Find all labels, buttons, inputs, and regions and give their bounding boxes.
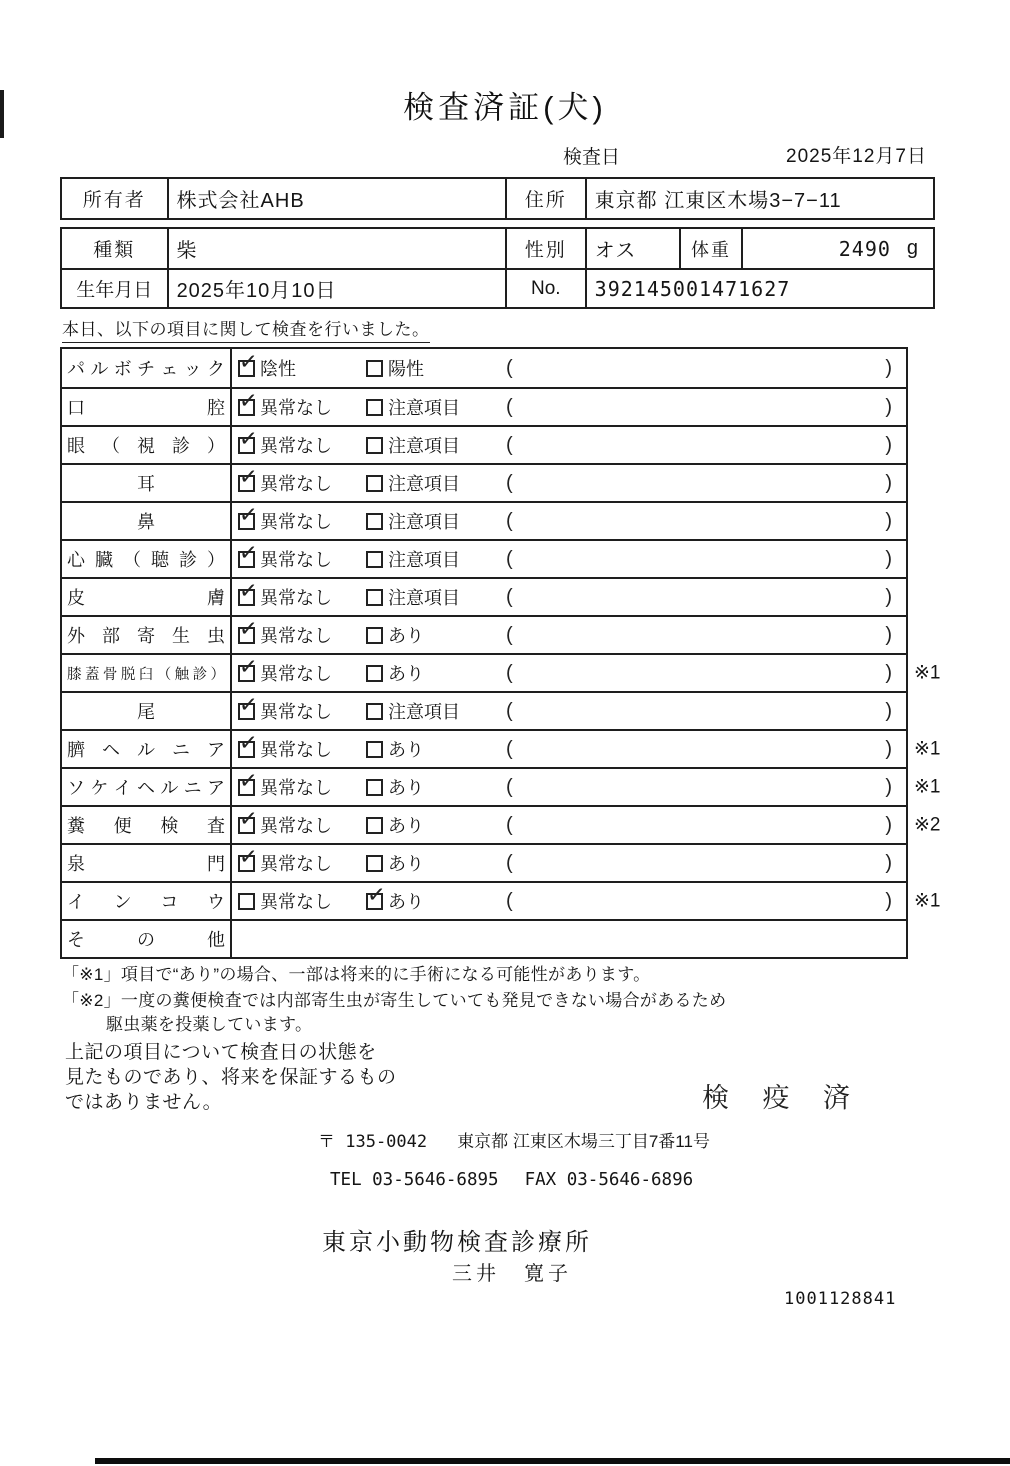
remarks-parentheses: [506, 625, 906, 645]
clinic-contact-line: [330, 1170, 693, 1190]
inspection-row: [62, 691, 906, 729]
inspection-item-label: 眼 （ 視 診 ）: [62, 427, 232, 463]
checked-checkbox-icon: [238, 399, 255, 416]
sex-value: オス: [585, 229, 680, 268]
checkbox-option: [238, 622, 366, 648]
paren-open: (: [506, 814, 513, 836]
checkbox-option-label: 注意項目: [388, 702, 460, 722]
inspection-row-body: [232, 427, 906, 463]
inspection-item-label: 泉 門: [62, 845, 232, 881]
scan-artifact-left: [0, 90, 4, 138]
checkbox-option: [238, 584, 366, 610]
checkbox-option: [238, 394, 366, 420]
inspection-row: [62, 463, 906, 501]
weight-label: 体重: [679, 229, 741, 268]
remarks-parentheses: [506, 739, 906, 759]
paren-close: ): [885, 586, 892, 608]
checkbox-option: [238, 812, 366, 838]
paren-close: ): [885, 738, 892, 760]
paren-open: (: [506, 472, 513, 494]
unchecked-checkbox-icon: [366, 513, 383, 530]
checkbox-option-label: 注意項目: [388, 474, 460, 494]
checkbox-option-label: 異常なし: [260, 398, 332, 418]
address-value: 東京都 江東区木場3−7−11: [585, 179, 933, 218]
checkbox-option: [238, 546, 366, 572]
checkbox-option: [366, 888, 506, 914]
checkbox-options: [238, 888, 506, 914]
checkbox-option-label: 異常なし: [260, 740, 332, 760]
checkbox-option-label: あり: [388, 854, 424, 874]
checked-checkbox-icon: [366, 893, 383, 910]
checkbox-option: [238, 470, 366, 496]
checkbox-option: [366, 394, 506, 420]
weight-unit: g: [906, 237, 920, 259]
paren-open: (: [506, 624, 513, 646]
checkbox-option: [238, 698, 366, 724]
inspection-row: [62, 615, 906, 653]
checkbox-option: [366, 508, 506, 534]
unchecked-checkbox-icon: [366, 589, 383, 606]
inspection-item-label: 臍 ヘ ル ニ ア: [62, 731, 232, 767]
quarantine-stamp: 検 疫 済: [702, 1083, 864, 1113]
owner-row: [62, 179, 933, 218]
checkbox-option-label: 陽性: [388, 359, 424, 379]
inspection-row-body: [232, 883, 906, 919]
checkbox-option-label: 注意項目: [388, 588, 460, 608]
inspection-row: [62, 919, 906, 957]
checked-checkbox-icon: [238, 475, 255, 492]
inspection-row: [62, 349, 906, 387]
paren-close: ): [885, 510, 892, 532]
checkbox-option-label: 異常なし: [260, 550, 332, 570]
inspection-item-label: そ の 他: [62, 921, 232, 957]
checkbox-option: [238, 508, 366, 534]
inspection-row-body: [232, 731, 906, 767]
checkbox-option-label: 異常なし: [260, 778, 332, 798]
unchecked-checkbox-icon: [366, 665, 383, 682]
checkbox-option: [238, 850, 366, 876]
footnote-marker: ※1: [914, 776, 941, 798]
checkbox-option-label: 異常なし: [260, 664, 332, 684]
checkbox-options: [238, 774, 506, 800]
checkbox-option: [366, 812, 506, 838]
inspection-row-body: [232, 655, 906, 691]
checkbox-option-label: 陰性: [260, 359, 296, 379]
checkbox-option: [366, 850, 506, 876]
inspection-row: [62, 387, 906, 425]
disclaimer-line-2: 見たものであり、将来を保証するもの: [65, 1067, 397, 1088]
checkbox-option-label: あり: [388, 626, 424, 646]
checkbox-options: [238, 508, 506, 534]
unchecked-checkbox-icon: [366, 779, 383, 796]
page-title: 検査済証(犬): [403, 90, 607, 125]
no-value: 392145001471627: [585, 270, 933, 307]
paren-close: ): [885, 700, 892, 722]
checkbox-option-label: 異常なし: [260, 626, 332, 646]
inspection-item-label: 糞 便 検 査: [62, 807, 232, 843]
checkbox-options: [238, 470, 506, 496]
checkbox-options: [238, 660, 506, 686]
inspection-row: [62, 767, 941, 805]
paren-open: (: [506, 700, 513, 722]
paren-open: (: [506, 434, 513, 456]
sex-label: 性別: [505, 229, 585, 268]
checked-checkbox-icon: [238, 665, 255, 682]
unchecked-checkbox-icon: [366, 627, 383, 644]
checked-checkbox-icon: [238, 437, 255, 454]
footnote-marker: ※1: [914, 890, 941, 912]
paren-close: ): [885, 852, 892, 874]
clinic-tel: TEL 03-5646-6895: [330, 1170, 499, 1190]
inspection-row-body: [232, 693, 906, 729]
checkbox-option: [238, 432, 366, 458]
inspection-item-label: 外 部 寄 生 虫: [62, 617, 232, 653]
inspection-row: [62, 577, 906, 615]
remarks-parentheses: [506, 397, 906, 417]
remarks-parentheses: [506, 587, 906, 607]
paren-open: (: [506, 510, 513, 532]
checkbox-options: [238, 698, 506, 724]
checkbox-option-label: あり: [388, 740, 424, 760]
checked-checkbox-icon: [238, 589, 255, 606]
inspection-row-body: [232, 541, 906, 577]
checkbox-option: [366, 470, 506, 496]
inspection-row-body: [232, 579, 906, 615]
checkbox-options: [238, 812, 506, 838]
unchecked-checkbox-icon: [366, 399, 383, 416]
checkbox-option: [366, 546, 506, 572]
weight-value: 2490: [838, 236, 891, 261]
checkbox-options: [238, 584, 506, 610]
owner-value: 株式会社AHB: [167, 179, 505, 218]
checked-checkbox-icon: [238, 741, 255, 758]
birth-label: 生年月日: [76, 280, 153, 301]
checkbox-option: [238, 774, 366, 800]
remarks-parentheses: [506, 473, 906, 493]
address-label: 住所: [505, 179, 585, 218]
checkbox-options: [238, 546, 506, 572]
pet-type-row: [62, 229, 933, 268]
remarks-parentheses: [506, 891, 906, 911]
footnote-marker: ※2: [914, 814, 941, 836]
birth-value: 2025年10月10日: [167, 270, 505, 307]
paren-close: ): [885, 396, 892, 418]
checkbox-option: [238, 355, 366, 381]
inspection-item-label: パ ル ボ チ ェ ッ ク: [62, 349, 232, 387]
inspection-row-body: [232, 921, 906, 957]
owner-table: [60, 177, 935, 220]
paren-close: ): [885, 357, 892, 379]
no-label: No.: [505, 270, 585, 307]
checkbox-options: [238, 850, 506, 876]
checkbox-option: [366, 622, 506, 648]
checkbox-options: [238, 355, 506, 381]
inspection-row-body: [232, 769, 906, 805]
checkbox-option: [366, 355, 506, 381]
inspection-row: [62, 653, 941, 691]
checked-checkbox-icon: [238, 551, 255, 568]
inspection-row: [62, 843, 906, 881]
unchecked-checkbox-icon: [366, 855, 383, 872]
checked-checkbox-icon: [238, 627, 255, 644]
paren-open: (: [506, 662, 513, 684]
remarks-parentheses: [506, 511, 906, 531]
inspection-row-body: [232, 807, 906, 843]
remarks-parentheses: [506, 549, 906, 569]
footnote-1: 「※1」項目で“あり”の場合、一部は将来的に手術になる可能性があります。: [62, 965, 651, 984]
inspection-row-body: [232, 465, 906, 501]
inspection-item-label: ソ ケ イ ヘ ル ニ ア: [62, 769, 232, 805]
inspection-row: [62, 425, 906, 463]
unchecked-checkbox-icon: [366, 741, 383, 758]
paren-open: (: [506, 396, 513, 418]
unchecked-checkbox-icon: [366, 360, 383, 377]
inspection-row-body: [232, 617, 906, 653]
checkbox-option-label: 異常なし: [260, 854, 332, 874]
remarks-parentheses: [506, 701, 906, 721]
inspection-item-label: 口 腔: [62, 389, 232, 425]
remarks-parentheses: [506, 777, 906, 797]
inspection-date-value: 2025年12月7日: [786, 146, 927, 167]
inspection-item-label: 尾: [62, 693, 232, 729]
disclaimer: [65, 1040, 397, 1115]
checkbox-options: [238, 622, 506, 648]
unchecked-checkbox-icon: [366, 437, 383, 454]
paren-close: ): [885, 434, 892, 456]
inspection-row: [62, 805, 941, 843]
clinic-name: 東京小動物検査診療所: [322, 1229, 592, 1256]
unchecked-checkbox-icon: [238, 893, 255, 910]
checkbox-option-label: あり: [388, 816, 424, 836]
checked-checkbox-icon: [238, 855, 255, 872]
unchecked-checkbox-icon: [366, 551, 383, 568]
remarks-parentheses: [506, 358, 906, 378]
inspection-row: [62, 539, 906, 577]
checkbox-option: [366, 736, 506, 762]
checkbox-option-label: 異常なし: [260, 892, 332, 912]
inspection-date-label: 検査日: [563, 147, 621, 168]
inspection-table: [60, 347, 941, 959]
veterinarian-name: 三井 寛子: [452, 1263, 572, 1285]
inspection-item-label: イ ン コ ウ: [62, 883, 232, 919]
checked-checkbox-icon: [238, 817, 255, 834]
unchecked-checkbox-icon: [366, 703, 383, 720]
disclaimer-line-3: ではありません。: [65, 1092, 223, 1113]
checked-checkbox-icon: [238, 703, 255, 720]
footnote-2-cont: 駆虫薬を投薬しています。: [106, 1015, 313, 1034]
checkbox-option-label: 注意項目: [388, 398, 460, 418]
checkbox-option: [238, 660, 366, 686]
paren-close: ): [885, 890, 892, 912]
checkbox-option: [366, 584, 506, 610]
inspection-item-label: 心 臓 （ 聴 診 ）: [62, 541, 232, 577]
checkbox-option: [366, 432, 506, 458]
remarks-parentheses: [506, 853, 906, 873]
remarks-parentheses: [506, 815, 906, 835]
paren-close: ): [885, 814, 892, 836]
checkbox-options: [238, 432, 506, 458]
paren-open: (: [506, 548, 513, 570]
owner-label: 所有者: [82, 190, 146, 211]
inspection-row-body: [232, 503, 906, 539]
paren-close: ): [885, 548, 892, 570]
checkbox-option-label: 注意項目: [388, 436, 460, 456]
checked-checkbox-icon: [238, 513, 255, 530]
checkbox-option-label: 注意項目: [388, 550, 460, 570]
checkbox-option-label: あり: [388, 892, 424, 912]
footnote-marker: ※1: [914, 662, 941, 684]
serial-number: 1001128841: [784, 1289, 897, 1309]
clinic-address-line: [318, 1127, 710, 1152]
inspection-item-label: 耳: [62, 465, 232, 501]
checked-checkbox-icon: [238, 360, 255, 377]
statement-text: 本日、以下の項目に関して検査を行いました。: [62, 315, 430, 343]
remarks-parentheses: [506, 663, 906, 683]
checkbox-option-label: 異常なし: [260, 436, 332, 456]
checkbox-option: [366, 698, 506, 724]
checkbox-option: [366, 660, 506, 686]
postal-code: 〒 135-0042: [318, 1132, 428, 1152]
pet-birth-row: [62, 268, 933, 307]
paren-close: ): [885, 662, 892, 684]
inspection-row-body: [232, 845, 906, 881]
paren-open: (: [506, 586, 513, 608]
checkbox-option-label: 異常なし: [260, 512, 332, 532]
inspection-row: [62, 729, 941, 767]
paren-open: (: [506, 776, 513, 798]
inspection-row-body: [232, 389, 906, 425]
paren-close: ): [885, 624, 892, 646]
type-label: 種類: [93, 240, 136, 261]
checkbox-option: [366, 774, 506, 800]
checkbox-option-label: 注意項目: [388, 512, 460, 532]
checkbox-options: [238, 736, 506, 762]
checkbox-option-label: 異常なし: [260, 816, 332, 836]
checkbox-option-label: 異常なし: [260, 588, 332, 608]
inspection-item-label: 皮 膚: [62, 579, 232, 615]
checkbox-option: [238, 888, 366, 914]
checkbox-option-label: 異常なし: [260, 702, 332, 722]
clinic-address: 東京都 江東区木場三丁目7番11号: [457, 1132, 710, 1151]
checked-checkbox-icon: [238, 779, 255, 796]
pet-table: [60, 227, 935, 309]
checkbox-option-label: あり: [388, 664, 424, 684]
inspection-row: [62, 501, 906, 539]
footnote-marker: ※1: [914, 738, 941, 760]
scan-artifact-bottom: [95, 1458, 1010, 1464]
inspection-row-body: [232, 349, 906, 387]
inspection-item-label: 膝 蓋 骨 脱 臼 （ 触 診 ）: [62, 655, 232, 691]
inspection-row: [62, 881, 941, 919]
disclaimer-line-1: 上記の項目について検査日の状態を: [65, 1042, 377, 1063]
weight-cell: [741, 229, 933, 268]
type-value: 柴: [167, 229, 505, 268]
clinic-fax: FAX 03-5646-6896: [524, 1170, 694, 1190]
paren-open: (: [506, 738, 513, 760]
checkbox-option-label: 異常なし: [260, 474, 332, 494]
paren-open: (: [506, 890, 513, 912]
checkbox-option-label: あり: [388, 778, 424, 798]
unchecked-checkbox-icon: [366, 475, 383, 492]
footnote-2: 「※2」一度の糞便検査では内部寄生虫が寄生していても発見できない場合があるため: [62, 991, 727, 1010]
inspection-item-label: 鼻: [62, 503, 232, 539]
checkbox-option: [238, 736, 366, 762]
unchecked-checkbox-icon: [366, 817, 383, 834]
paren-open: (: [506, 852, 513, 874]
remarks-parentheses: [506, 435, 906, 455]
paren-open: (: [506, 357, 513, 379]
checkbox-options: [238, 394, 506, 420]
paren-close: ): [885, 776, 892, 798]
paren-close: ): [885, 472, 892, 494]
